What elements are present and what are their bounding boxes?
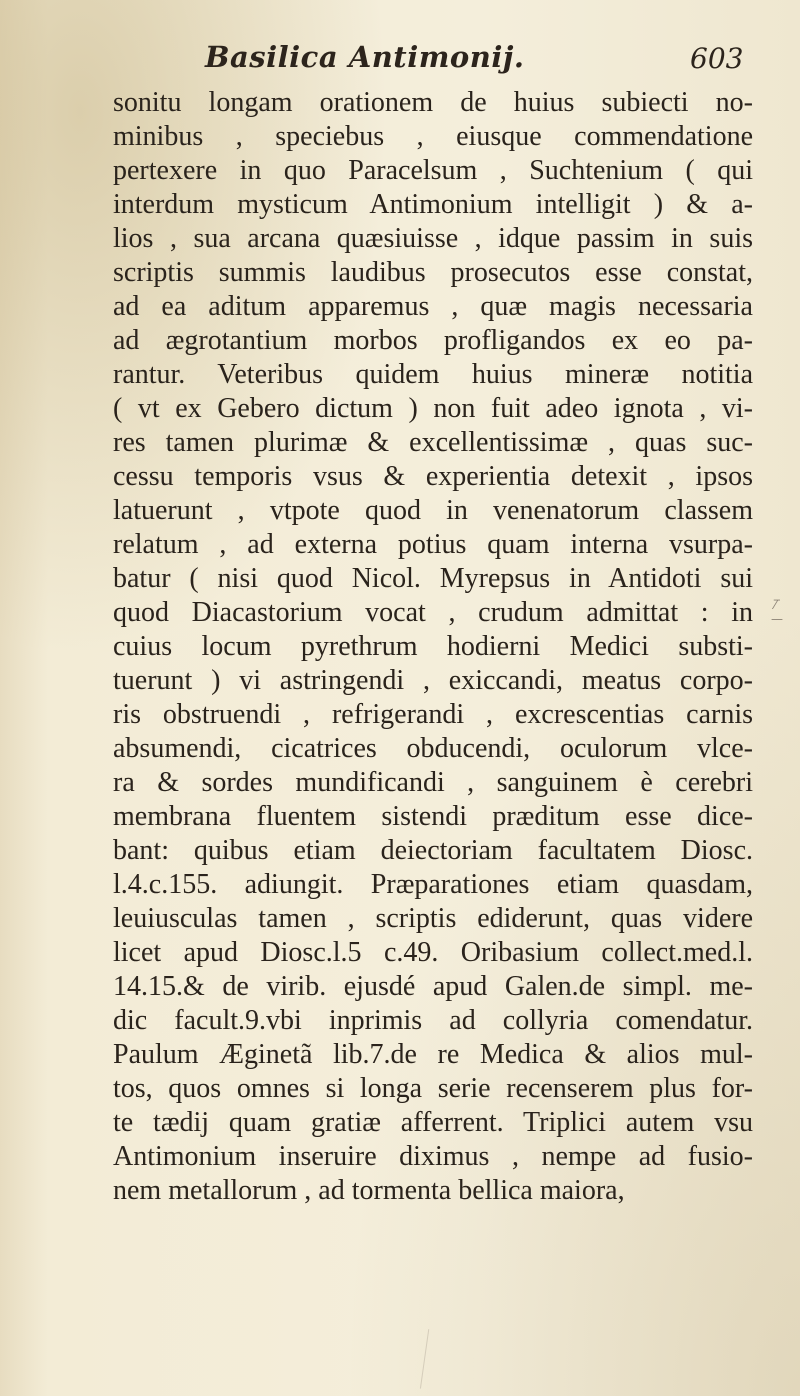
text-line: Antimonium inseruire diximus , nempe ad fusio-	[113, 1141, 753, 1172]
text-line: quod Diacastorium vocat , crudum admittat : in	[113, 597, 753, 628]
text-line: batur ( nisi quod Nicol. Myrepsus in Antidoti sui	[113, 563, 753, 594]
text-line: licet apud Diosc.l.5 c.49. Oribasium collect.med.l.	[113, 937, 753, 968]
text-line: ad ea aditum apparemus , quæ magis necessaria	[113, 291, 753, 322]
text-line: bant: quibus etiam deiectoriam facultatem Diosc.	[113, 835, 753, 866]
text-line: nem metallorum , ad tormenta bellica maiora,	[113, 1175, 625, 1206]
text-line: rantur. Veteribus quidem huius mineræ notitia	[113, 359, 753, 390]
text-line: interdum mysticum Antimonium intelligit ) & a-	[113, 189, 753, 220]
text-line: res tamen plurimæ & excellentissimæ , quas suc-	[113, 427, 753, 458]
text-line: ( vt ex Gebero dictum ) non fuit adeo ignota , vi-	[113, 393, 753, 424]
text-line: te tædij quam gratiæ afferrent. Triplici autem vsu	[113, 1107, 753, 1138]
text-line: ris obstruendi , refrigerandi , excrescentias carnis	[113, 699, 753, 730]
running-title: Basilica Antimonij.	[205, 40, 525, 74]
text-line: absumendi, cicatrices obducendi, oculorum vlce-	[113, 733, 753, 764]
text-line: leuiusculas tamen , scriptis ediderunt, quas videre	[113, 903, 753, 934]
text-line: pertexere in quo Paracelsum , Suchtenium ( qui	[113, 155, 753, 186]
text-line: 14.15.& de virib. ejusdé apud Galen.de simpl. me-	[113, 971, 753, 1002]
text-line: relatum , ad externa potius quam interna vsurpa-	[113, 529, 753, 560]
text-line: l.4.c.155. adiungit. Præparationes etiam quasdam,	[113, 869, 753, 900]
text-line: minibus , speciebus , eiusque commendatione	[113, 121, 753, 152]
text-line: ra & sordes mundificandi , sanguinem è cerebri	[113, 767, 753, 798]
text-line: tuerunt ) vi astringendi , exiccandi, meatus corpo-	[113, 665, 753, 696]
page-header	[0, 40, 800, 84]
text-line: tos, quos omnes si longa serie recenserem plus for-	[113, 1073, 753, 1104]
text-line: latuerunt , vtpote quod in venenatorum classem	[113, 495, 753, 526]
margin-pencil-mark: ⁄ ̅ —	[771, 598, 783, 626]
text-line: ad ægrotantium morbos profligandos ex eo pa-	[113, 325, 753, 356]
text-line: Paulum Æginetã lib.7.de re Medica & alios mul-	[113, 1039, 753, 1070]
text-line: dic facult.9.vbi inprimis ad collyria comendatur.	[113, 1005, 753, 1036]
text-line: membrana fluentem sistendi præditum esse dice-	[113, 801, 753, 832]
text-line: scriptis summis laudibus prosecutos esse constat,	[113, 257, 753, 288]
body-text	[113, 86, 753, 1208]
text-line: cuius locum pyrethrum hodierni Medici substi-	[113, 631, 753, 662]
text-line: cessu temporis vsus & experientia detexit , ipsos	[113, 461, 753, 492]
text-line: sonitu longam orationem de huius subiecti no-	[113, 87, 753, 118]
page-number: 603	[690, 42, 744, 75]
paper-crease	[420, 1329, 445, 1391]
text-line: lios , sua arcana quæsiuisse , idque passim in suis	[113, 223, 753, 254]
